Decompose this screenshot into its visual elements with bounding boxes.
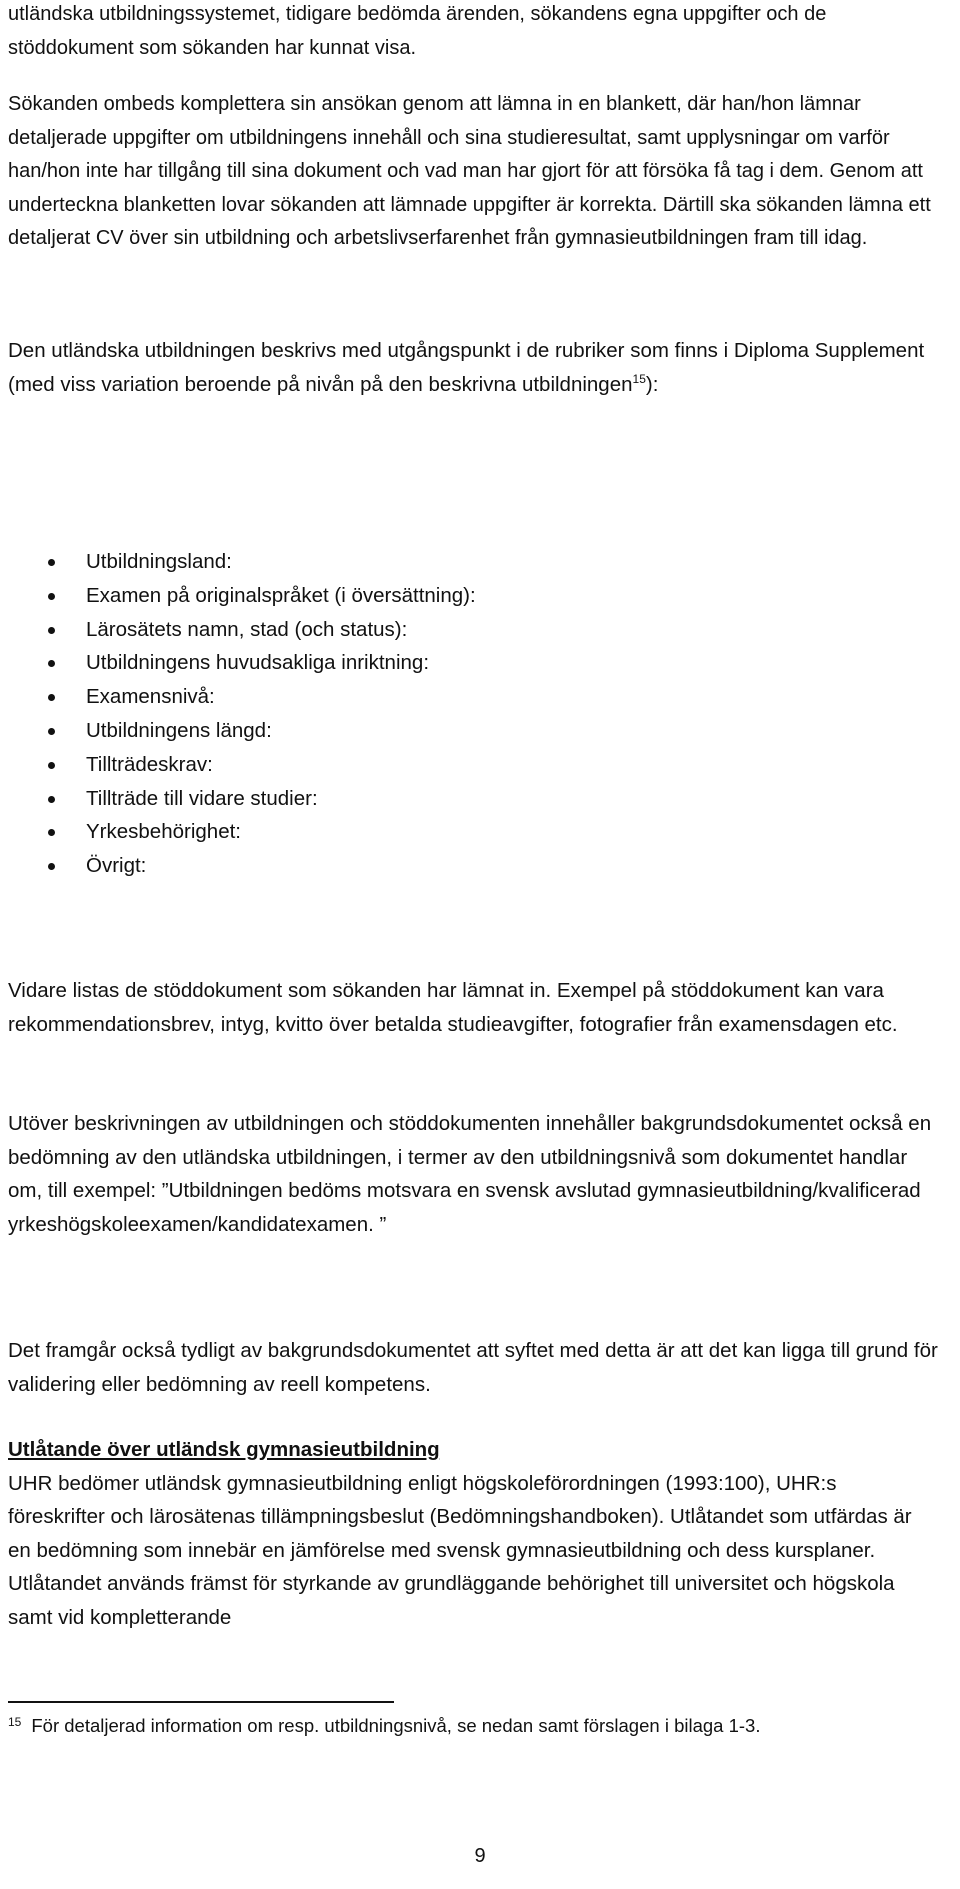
list-item: Utbildningsland:	[8, 545, 908, 579]
bullet-icon	[48, 593, 55, 600]
bullet-icon	[48, 660, 55, 667]
footnote-reference: 15	[632, 371, 646, 386]
paragraph-intro-continuation: utländska utbildningssystemet, tidigare bedömda ärenden, sökandens egna uppgifter och de stöddokument som sökanden har kunnat visa.	[8, 3, 827, 59]
paragraph-diploma-text: Den utländska utbildningen beskrivs med utgångspunkt i de rubriker som finns i Diploma Supplement (med viss variation beroende på nivån på den beskrivna utbildningen	[8, 339, 925, 396]
page-number: 9	[474, 1845, 486, 1867]
list-item: Tillträde till vidare studier:	[8, 782, 908, 816]
paragraph-supplement-request: Sökanden ombeds komplettera sin ansökan genom att lämna in en blankett, där han/hon lämnar detaljerade uppgifter om utbildningens innehåll och sina studieresultat, samt upplysningar om varför han/hon inte har tillgång till sina dokument och vad man har gjort för att försöka få tag i dem. Genom att underteckna blanketten lovar sökanden att lämnade uppgifter är korrekta. Därtill ska sökanden lämna ett detaljerat CV över sin utbildning och arbetslivserfarenhet från gymnasieutbildningen fram till idag.	[8, 93, 931, 249]
bullet-icon	[48, 728, 55, 735]
paragraph-supporting-documents: Vidare listas de stöddokument som sökanden har lämnat in. Exempel på stöddokument kan vara rekommendationsbrev, intyg, kvitto över betalda studieavgifter, fotografier från examensdagen etc.	[8, 979, 898, 1036]
list-item: Examensnivå:	[8, 680, 908, 714]
paragraph-uhr-assessment: UHR bedömer utländsk gymnasieutbildning enligt högskoleförordningen (1993:100), UHR:s föreskrifter och lärosätenas tillämpningsbeslut (Bedömningshandboken). Utlåtandet som utfärdas är en bedömning som innebär en jämförelse med svensk gymnasieutbildning och dess kursplaner. Utlåtandet används främst för styrkande av grundläggande behörighet till universitet och högskola samt vid kompletterande	[8, 1471, 912, 1629]
footnote-divider	[8, 1701, 394, 1703]
paragraph-diploma-end: ):	[645, 372, 659, 396]
paragraph-assessment: Utöver beskrivningen av utbildningen och stöddokumenten innehåller bakgrundsdokumentet också en bedömning av den utländska utbildningen, i termer av den utbildningsnivå som dokumentet handlar om, till exempel: ”Utbildningen bedöms motsvara en svensk avslutad gymnasieutbildning/kvalificerad yrkeshögskoleexamen/kandidatexamen. ”	[8, 1112, 932, 1236]
list-item: Yrkesbehörighet:	[8, 815, 908, 849]
list-item: Examen på originalspråket (i översättning):	[8, 579, 908, 613]
bullet-icon	[48, 559, 55, 566]
list-item: Tillträdeskrav:	[8, 748, 908, 782]
education-fields-list	[8, 545, 908, 883]
list-item: Utbildningens huvudsakliga inriktning:	[8, 646, 908, 680]
footnote-number: 15	[8, 1715, 22, 1729]
bullet-icon	[48, 796, 55, 803]
footnote-text: För detaljerad information om resp. utbildningsnivå, se nedan samt förslagen i bilaga 1-3.	[31, 1715, 761, 1736]
paragraph-diploma-supplement	[8, 334, 938, 401]
list-item: Utbildningens längd:	[8, 714, 908, 748]
bullet-icon	[48, 829, 55, 836]
bullet-icon	[48, 863, 55, 870]
section-uhr	[8, 1433, 938, 1634]
list-item: Övrigt:	[8, 849, 908, 883]
bullet-icon	[48, 627, 55, 634]
footnote	[8, 1712, 938, 1740]
paragraph-purpose: Det framgår också tydligt av bakgrundsdokumentet att syftet med detta är att det kan ligga till grund för validering eller bedömning av reell kompetens.	[8, 1339, 938, 1396]
list-item: Lärosätets namn, stad (och status):	[8, 613, 908, 647]
bullet-icon	[48, 694, 55, 701]
section-heading: Utlåtande över utländsk gymnasieutbildning	[8, 1438, 440, 1461]
bullet-icon	[48, 762, 55, 769]
